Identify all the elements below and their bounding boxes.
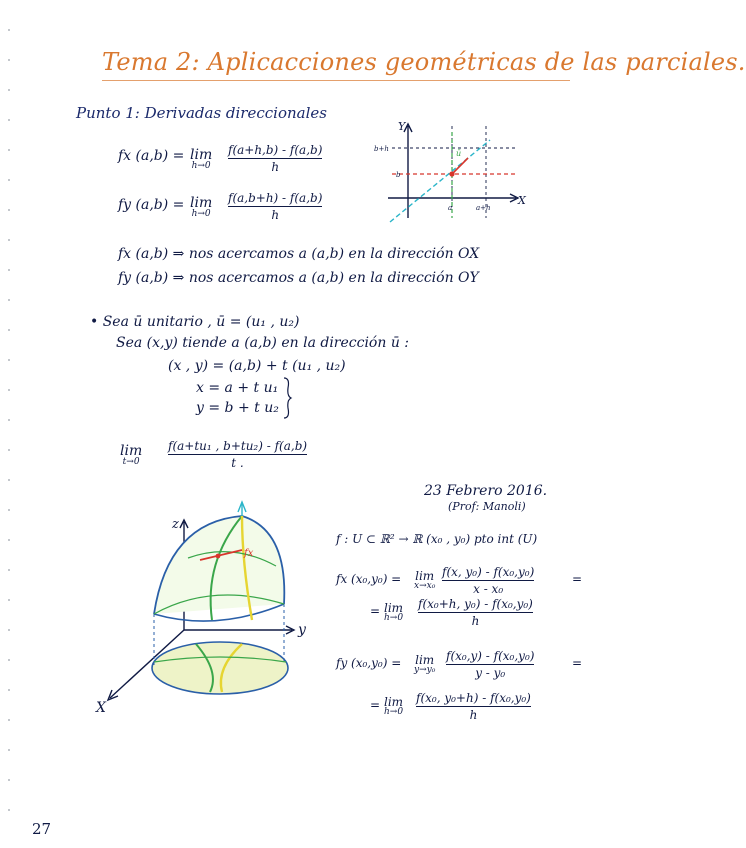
fy-lim-sub: h→0 [191,209,211,219]
graph2-z-label: z [172,517,179,532]
graph1-bh-label: b+h [374,145,389,153]
fx-general-lim2 [384,602,403,623]
fx-general-denominator1: x - x₀ [473,582,504,596]
fx-general-lim1-word: lim [415,569,435,583]
title-underline [102,80,570,81]
graph1-a-label: a [448,204,453,212]
fx-lim [190,148,212,171]
fraction-bar [418,612,533,613]
fy-general-eq2: = [370,698,381,712]
graph1-y-label: Y [398,120,406,133]
direction-graph [368,118,528,228]
fraction-bar [228,206,322,207]
fy-lhs: fy (a,b) = [118,197,185,213]
professor: (Prof: Manoli) [448,500,526,513]
page-number: 27 [32,820,52,838]
fraction-bar [228,158,322,159]
fy-general-lim1-sub: y→y₀ [414,665,436,675]
fx-general-numerator1: f(x, y₀) - f(x₀,y₀) [442,565,535,579]
directional-fraction [168,439,307,470]
fy-general-lhs: fy (x₀,y₀) = [336,656,402,670]
fy-general-numerator2: f(x₀, y₀+h) - f(x₀,y₀) [416,691,531,705]
fx-general-eq2: = [370,604,381,618]
graph2-fx-label: fx [244,548,254,559]
fx-denominator: h [271,160,280,174]
fx-general-numerator2: f(x₀+h, y₀) - f(x₀,y₀) [418,597,533,611]
graph2-y-label: y [298,622,306,638]
fy-general-fraction1 [446,649,534,680]
directional-denominator: t . [231,456,244,470]
fx-general-lim1-sub: x→x₀ [414,581,436,591]
function-definition: f : U ⊂ ℝ² → ℝ (x₀ , y₀) pto int (U) [336,532,538,546]
fx-general-lim1 [414,570,435,591]
graph1-x-label: X [518,194,526,207]
fy-lim-word: lim [190,195,213,211]
graph1-ah-label: a+h [476,204,491,212]
fx-general-lim2-sub: h→0 [384,613,404,623]
fraction-bar [168,454,307,455]
graph1-b-label: b [396,171,401,179]
page-title: Tema 2: Aplicacciones geométricas de las parciales. [102,48,746,76]
parametric-x: x = a + t u₁ [196,380,279,396]
fx-general-equals: = [572,572,583,586]
directional-lim-sub: t→0 [122,457,140,467]
fx-lim-sub: h→0 [191,161,211,171]
fraction-bar [446,664,534,665]
fx-general-lhs: fx (x₀,y₀) = [336,572,402,586]
fy-general-lim2 [384,696,403,717]
directional-numerator: f(a+tu₁ , b+tu₂) - f(a,b) [168,439,308,453]
date: 23 Febrero 2016. [424,483,548,499]
graph2-x-label: X [96,700,106,716]
surface-graph [92,502,332,722]
directional-lim [120,444,142,467]
fy-general-lim1-word: lim [415,653,435,667]
fraction-bar [416,706,531,707]
margin-dots [6,20,12,830]
fx-general-fraction2 [418,597,533,628]
tends-statement: Sea (x,y) tiende a (a,b) en la dirección ū : [116,335,410,351]
fy-denominator: h [271,208,280,222]
fy-general-equals: = [572,656,583,670]
fy-general-denominator2: h [469,708,478,722]
directional-lim-word: lim [120,443,143,459]
system-brace [282,376,292,420]
fy-lim [190,196,212,219]
parametric-point: (x , y) = (a,b) + t (u₁ , u₂) [168,358,346,374]
unit-vector-def: • Sea ū unitario , ū = (u₁ , u₂) [90,314,300,330]
fy-general-numerator1: f(x₀,y) - f(x₀,y₀) [446,649,535,663]
parametric-y: y = b + t u₂ [196,400,279,416]
fx-lim-word: lim [190,147,213,163]
fx-fraction [228,143,322,174]
fy-general-lim2-sub: h→0 [384,707,404,717]
fy-fraction [228,191,322,222]
fx-lhs: fx (a,b) = [118,148,185,164]
fy-general-lim1 [414,654,435,675]
fraction-bar [442,580,534,581]
approach-ox: fx (a,b) ⇒ nos acercamos a (a,b) en la dirección OX [118,246,480,262]
fy-general-lim2-word: lim [384,695,404,709]
approach-oy: fy (a,b) ⇒ nos acercamos a (a,b) en la dirección OY [118,270,479,286]
fx-general-fraction1 [442,565,534,596]
fx-numerator: f(a+h,b) - f(a,b) [228,143,323,157]
graph1-u-label: ū [456,149,462,158]
fy-general-fraction2 [416,691,531,722]
section-heading: Punto 1: Derivadas direccionales [76,104,327,122]
fy-general-denominator1: y - y₀ [475,666,506,680]
fy-numerator: f(a,b+h) - f(a,b) [228,191,323,205]
fx-general-denominator2: h [471,614,480,628]
fx-general-lim2-word: lim [384,601,404,615]
